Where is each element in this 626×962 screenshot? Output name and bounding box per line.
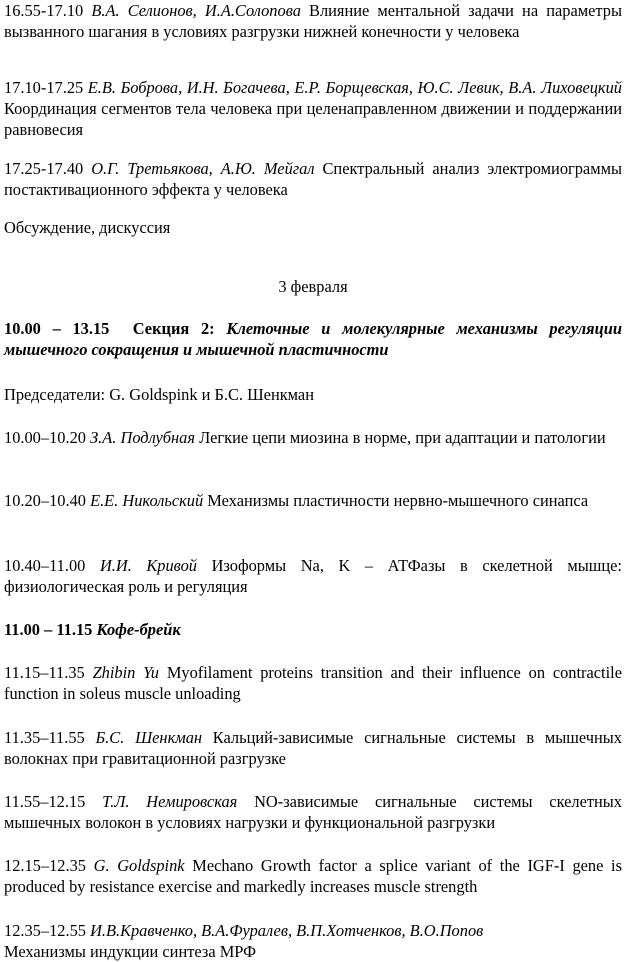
entry-authors: Т.Л. Немировская [102,792,238,811]
entry-authors: Zhibin Yu [92,663,159,682]
entry-title: Кальций-зависимые сигнальные системы в мышечных волокнах при гравитационной разгрузке [4,728,622,768]
program-entry [4,490,622,511]
entry-time: 10.00–10.20 [4,428,86,447]
entry-time: 11.55–12.15 [4,792,86,811]
coffee-time: 11.00 – 11.15 [4,620,93,639]
entry-time: 11.35–11.55 [4,728,85,747]
entry-title: Изоформы Na, K – АТФазы в скелетной мышце: физиологическая роль и регуляция [4,556,622,596]
entry-title: Координация сегментов тела человека при целенаправленном движении и поддержании равновесия [4,99,622,139]
entry-time: 16.55-17.10 [4,1,84,20]
entry-authors: Б.С. Шенкман [95,728,203,747]
entry-time: 12.15–12.35 [4,856,86,875]
entry-time: 17.25-17.40 [4,159,84,178]
program-entry [4,77,622,140]
entry-title: Спектральный анализ электромиограммы постактивационного эффекта у человека [4,159,622,199]
entry-authors: И.В.Кравченко, В.А.Фуралев, В.П.Хотченков, В.О.Попов [90,921,484,940]
entry-title: NO-зависимые сигнальные системы скелетных мышечных волокон в условиях нагрузки и функциональной разгрузки [4,792,622,832]
entry-title: Механизмы индукции синтеза МРФ [4,942,257,961]
chairs-line: Председатели: G. Goldspink и Б.С. Шенкман [4,385,314,404]
date-heading: 3 февраля [278,277,348,296]
entry-authors: И.И. Кривой [99,556,197,575]
entry-time: 12.35–12.55 [4,921,86,940]
discussion-line: Обсуждение, дискуссия [4,218,171,237]
program-entry [4,662,622,704]
coffee-break [4,619,622,640]
entry-time: 17.10-17.25 [4,78,84,97]
entry-time: 10.20–10.40 [4,491,86,510]
coffee-label: Кофе-брейк [96,620,181,639]
entry-title: Легкие цепи миозина в норме, при адаптации и патологии [199,428,606,447]
program-entry [4,158,622,200]
program-entry [4,855,622,897]
program-entry [4,920,622,962]
entry-title: Механизмы пластичности нервно-мышечного синапса [207,491,589,510]
program-entry [4,555,622,597]
program-entry [4,727,622,769]
entry-authors: З.А. Подлубная [90,428,195,447]
entry-title: Влияние ментальной задачи на параметры вызванного шагания в условиях разгрузки нижней конечности у человека [4,1,622,41]
entry-authors: В.А. Селионов, И.А.Солопова [91,1,301,20]
entry-title: Myofilament proteins transition and their influence on contractile function in soleus muscle unloading [4,663,622,703]
entry-authors: Е.Е. Никольский [90,491,204,510]
entry-title: Mechano Growth factor a splice variant of the IGF-I gene is produced by resistance exercise and markedly increases muscle strength [4,856,622,896]
section-time: 10.00 – 13.15 [4,319,110,338]
program-entry [4,0,622,42]
program-entry [4,791,622,833]
entry-time: 11.15–11.35 [4,663,85,682]
entry-authors: Е.В. Боброва, И.Н. Богачева, Е.Р. Борщевская, Ю.С. Левик, В.А. Лиховецкий [87,78,622,97]
program-entry [4,427,622,448]
entry-time: 10.40–11.00 [4,556,86,575]
section-heading [4,318,622,360]
entry-authors: G. Goldspink [93,856,185,875]
section-title: Клеточные и молекулярные механизмы регуляции мышечного сокращения и мышечной пластичности [4,319,622,359]
entry-authors: О.Г. Третьякова, А.Ю. Мейгал [91,159,315,178]
section-label: Секция 2: [132,319,215,338]
